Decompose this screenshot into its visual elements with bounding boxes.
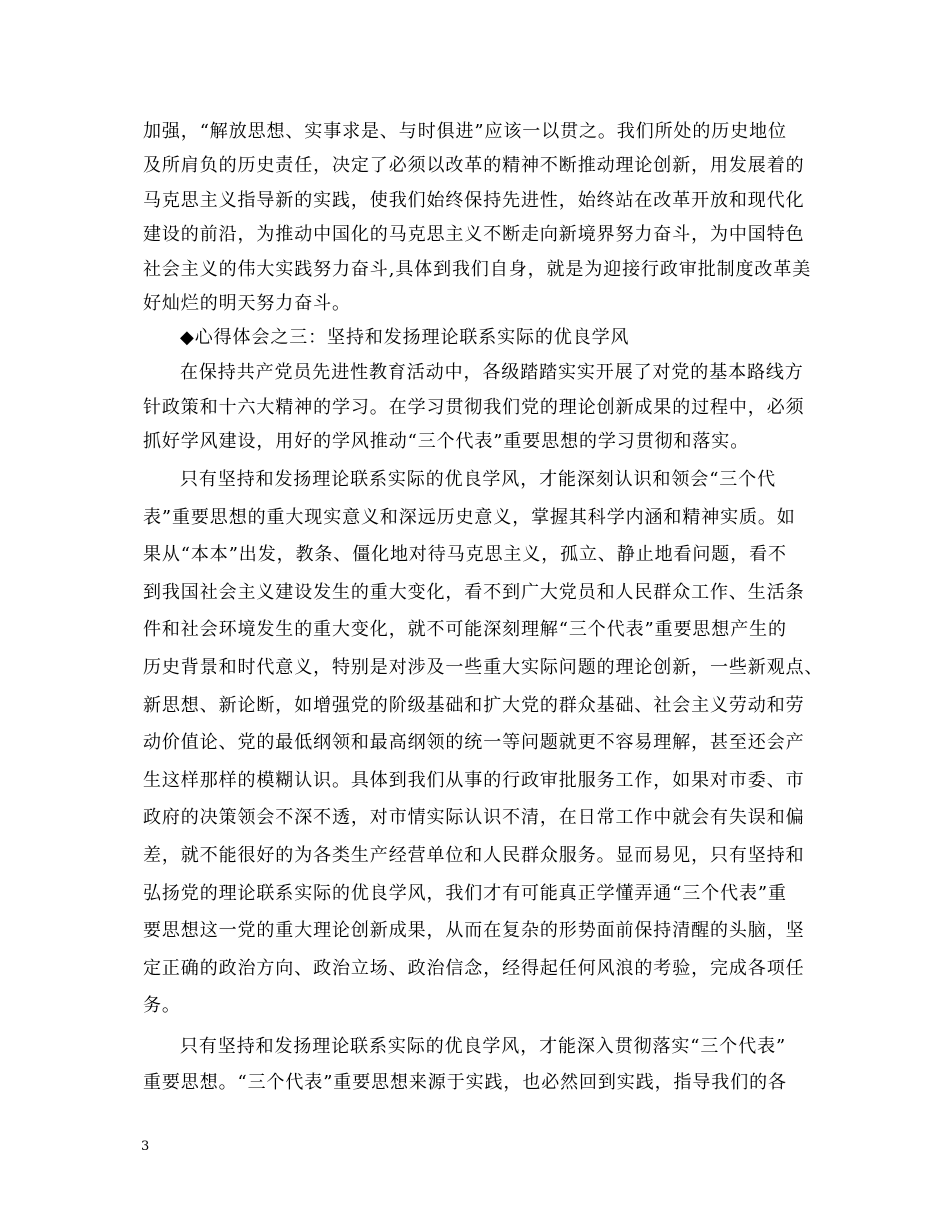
body-text-line: 抓好学风建设，用好的学风推动“三个代表”重要思想的学习贯彻和落实。 <box>143 431 750 452</box>
body-text-line: 针政策和十六大精神的学习。在学习贯彻我们党的理论创新成果的过程中，必须 <box>143 397 805 418</box>
page-number: 3 <box>141 1139 150 1154</box>
body-text-line: 要思想这一党的重大理论创新成果，从而在复杂的形势面前保持清醒的头脑，坚 <box>143 920 805 941</box>
body-text-line: 社会主义的伟大实践努力奋斗,具体到我们自身，就是为迎接行政审批制度改革美 <box>143 259 812 280</box>
body-text-line: 定正确的政治方向、政治立场、政治信念，经得起任何风浪的考验，完成各项任 <box>143 958 805 979</box>
body-text-line: 建设的前沿，为推动中国化的马克思主义不断走向新境界努力奋斗，为中国特色 <box>143 224 805 245</box>
body-text-line: 新思想、新论断，如增强党的阶级基础和扩大党的群众基础、社会主义劳动和劳 <box>143 695 805 716</box>
body-text-line: 差，就不能很好的为各类生产经营单位和人民群众服务。显而易见，只有坚持和 <box>143 845 805 866</box>
body-text-line: 加强，“解放思想、实事求是、与时俱进”应该一以贯之。我们所处的历史地位 <box>143 121 787 142</box>
body-text-line: 好灿烂的明天努力奋斗。 <box>143 293 351 314</box>
body-text-line: 到我国社会主义建设发生的重大变化，看不到广大党员和人民群众工作、生活条 <box>143 582 805 603</box>
section-heading: ◆心得体会之三：坚持和发扬理论联系实际的优良学风 <box>180 327 630 348</box>
body-text-line: 马克思主义指导新的实践，使我们始终保持先进性，始终站在改革开放和现代化 <box>143 190 805 211</box>
body-text-line: 重要思想。“三个代表”重要思想来源于实践，也必然回到实践，指导我们的各 <box>143 1072 787 1093</box>
paragraph-first-line: 只有坚持和发扬理论联系实际的优良学风，才能深刻认识和领会“三个代 <box>180 469 776 490</box>
body-text-line: 件和社会环境发生的重大变化，就不可能深刻理解“三个代表”重要思想产生的 <box>143 619 787 640</box>
body-text-line: 动价值论、党的最低纲领和最高纲领的统一等问题就更不容易理解，甚至还会产 <box>143 732 805 753</box>
body-text-line: 历史背景和时代意义，特别是对涉及一些重大实际问题的理论创新，一些新观点、 <box>143 657 824 678</box>
paragraph-first-line: 只有坚持和发扬理论联系实际的优良学风，才能深入贯彻落实“三个代表” <box>180 1036 787 1057</box>
body-text-line: 务。 <box>143 995 181 1016</box>
paragraph-first-line: 在保持共产党员先进性教育活动中，各级踏踏实实开展了对党的基本路线方 <box>180 362 804 383</box>
body-text-line: 弘扬党的理论联系实际的优良学风，我们才有可能真正学懂弄通“三个代表”重 <box>143 883 787 904</box>
body-text-line: 政府的决策领会不深不透，对市情实际认识不清，在日常工作中就会有失误和偏 <box>143 807 805 828</box>
body-text-line: 果从“本本”出发，教条、僵化地对待马克思主义，孤立、静止地看问题，看不 <box>143 544 787 565</box>
body-text-line: 生这样那样的模糊认识。具体到我们从事的行政审批服务工作，如果对市委、市 <box>143 770 805 791</box>
body-text-line: 及所肩负的历史责任，决定了必须以改革的精神不断推动理论创新，用发展着的 <box>143 155 805 176</box>
body-text-line: 表”重要思想的重大现实意义和深远历史意义，掌握其科学内涵和精神实质。如 <box>143 507 796 528</box>
